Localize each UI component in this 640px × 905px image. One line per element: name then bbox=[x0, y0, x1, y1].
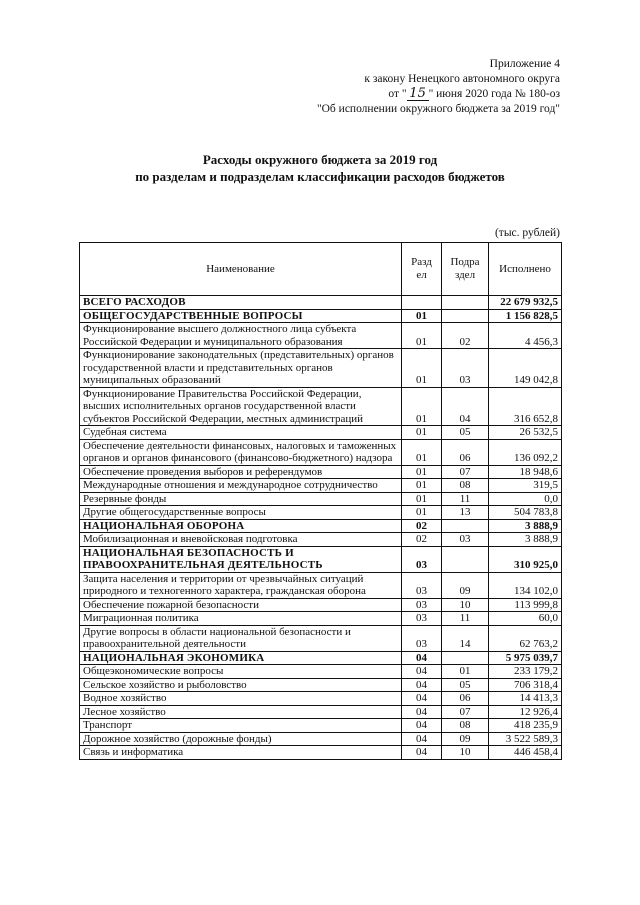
budget-table bbox=[79, 242, 562, 760]
row-podrazdel: 11 bbox=[442, 612, 489, 626]
row-razdel: 03 bbox=[402, 572, 442, 598]
table-row bbox=[80, 651, 562, 665]
table-row bbox=[80, 323, 562, 349]
law-date bbox=[317, 87, 560, 102]
row-razdel: 01 bbox=[402, 439, 442, 465]
row-value: 319,5 bbox=[489, 479, 562, 493]
row-podrazdel: 13 bbox=[442, 506, 489, 520]
title-line-2: по разделам и подразделам классификации расходов бюджетов bbox=[135, 169, 505, 184]
row-value: 316 652,8 bbox=[489, 387, 562, 426]
row-razdel bbox=[402, 296, 442, 310]
row-podrazdel: 04 bbox=[442, 387, 489, 426]
row-podrazdel bbox=[442, 546, 489, 572]
row-razdel: 04 bbox=[402, 692, 442, 706]
header-razdel: Разд ел bbox=[402, 243, 442, 296]
row-name: Защита населения и территории от чрезвычайных ситуаций природного и техногенного характера, гражданская оборона bbox=[80, 572, 402, 598]
table-row bbox=[80, 678, 562, 692]
row-razdel: 04 bbox=[402, 746, 442, 760]
row-name: ВСЕГО РАСХОДОВ bbox=[80, 296, 402, 310]
table-row bbox=[80, 296, 562, 310]
row-razdel: 02 bbox=[402, 519, 442, 533]
row-name: Функционирование Правительства Российской Федерации, высших исполнительных органов государственной власти субъектов Российской Федерации, местных администраций bbox=[80, 387, 402, 426]
units-label: (тыс. рублей) bbox=[494, 227, 560, 239]
row-razdel: 01 bbox=[402, 349, 442, 388]
row-razdel: 01 bbox=[402, 479, 442, 493]
row-value: 134 102,0 bbox=[489, 572, 562, 598]
table-row bbox=[80, 465, 562, 479]
row-razdel: 04 bbox=[402, 665, 442, 679]
row-podrazdel: 09 bbox=[442, 572, 489, 598]
table-row bbox=[80, 387, 562, 426]
row-razdel: 03 bbox=[402, 612, 442, 626]
row-value: 1 156 828,5 bbox=[489, 309, 562, 323]
row-name: Резервные фонды bbox=[80, 492, 402, 506]
row-podrazdel: 01 bbox=[442, 665, 489, 679]
title-line-1: Расходы окружного бюджета за 2019 год bbox=[202, 152, 438, 167]
table-row bbox=[80, 612, 562, 626]
row-name: Транспорт bbox=[80, 719, 402, 733]
row-name: Лесное хозяйство bbox=[80, 705, 402, 719]
row-name: Другие вопросы в области национальной безопасности и правоохранительной деятельности bbox=[80, 625, 402, 651]
row-razdel: 01 bbox=[402, 492, 442, 506]
row-name: Связь и информатика bbox=[80, 746, 402, 760]
row-razdel: 01 bbox=[402, 426, 442, 440]
row-podrazdel: 03 bbox=[442, 533, 489, 547]
row-razdel: 04 bbox=[402, 732, 442, 746]
law-date-suffix: " июня 2020 года № 180-оз bbox=[428, 88, 560, 100]
law-title: "Об исполнении окружного бюджета за 2019 год" bbox=[316, 103, 560, 115]
table-row bbox=[80, 309, 562, 323]
row-value: 233 179,2 bbox=[489, 665, 562, 679]
table-row bbox=[80, 732, 562, 746]
row-name: НАЦИОНАЛЬНАЯ ЭКОНОМИКА bbox=[80, 651, 402, 665]
table-row bbox=[80, 746, 562, 760]
row-value: 136 092,2 bbox=[489, 439, 562, 465]
row-value: 62 763,2 bbox=[489, 625, 562, 651]
row-name: Мобилизационная и вневойсковая подготовка bbox=[80, 533, 402, 547]
row-podrazdel: 08 bbox=[442, 719, 489, 733]
table-row bbox=[80, 519, 562, 533]
row-podrazdel bbox=[442, 519, 489, 533]
row-razdel: 01 bbox=[402, 323, 442, 349]
row-razdel: 03 bbox=[402, 546, 442, 572]
table-row bbox=[80, 572, 562, 598]
row-podrazdel: 08 bbox=[442, 479, 489, 493]
row-podrazdel: 10 bbox=[442, 746, 489, 760]
row-name: Обеспечение пожарной безопасности bbox=[80, 598, 402, 612]
row-value: 113 999,8 bbox=[489, 598, 562, 612]
row-name: Водное хозяйство bbox=[80, 692, 402, 706]
row-value: 310 925,0 bbox=[489, 546, 562, 572]
table-row bbox=[80, 665, 562, 679]
row-podrazdel bbox=[442, 309, 489, 323]
row-value: 446 458,4 bbox=[489, 746, 562, 760]
row-razdel: 03 bbox=[402, 625, 442, 651]
row-name: НАЦИОНАЛЬНАЯ ОБОРОНА bbox=[80, 519, 402, 533]
row-name: Международные отношения и международное сотрудничество bbox=[80, 479, 402, 493]
table-row bbox=[80, 506, 562, 520]
row-podrazdel: 10 bbox=[442, 598, 489, 612]
row-name: Миграционная политика bbox=[80, 612, 402, 626]
row-podrazdel: 07 bbox=[442, 465, 489, 479]
row-podrazdel: 06 bbox=[442, 439, 489, 465]
table-row bbox=[80, 692, 562, 706]
row-razdel: 01 bbox=[402, 387, 442, 426]
table-row bbox=[80, 719, 562, 733]
row-name: НАЦИОНАЛЬНАЯ БЕЗОПАСНОСТЬ И ПРАВООХРАНИТЕЛЬНАЯ ДЕЯТЕЛЬНОСТЬ bbox=[80, 546, 402, 572]
table-row bbox=[80, 479, 562, 493]
handwritten-day: 15 bbox=[407, 88, 429, 101]
row-podrazdel: 14 bbox=[442, 625, 489, 651]
row-name: Сельское хозяйство и рыболовство bbox=[80, 678, 402, 692]
row-value: 0,0 bbox=[489, 492, 562, 506]
row-name: Функционирование высшего должностного лица субъекта Российской Федерации и муниципального образования bbox=[80, 323, 402, 349]
row-podrazdel bbox=[442, 651, 489, 665]
row-value: 12 926,4 bbox=[489, 705, 562, 719]
row-name: Дорожное хозяйство (дорожные фонды) bbox=[80, 732, 402, 746]
row-podrazdel: 07 bbox=[442, 705, 489, 719]
appendix-header bbox=[317, 57, 560, 117]
row-podrazdel: 06 bbox=[442, 692, 489, 706]
row-value: 149 042,8 bbox=[489, 349, 562, 388]
law-date-prefix: от " bbox=[388, 88, 407, 100]
row-value: 18 948,6 bbox=[489, 465, 562, 479]
row-razdel: 01 bbox=[402, 465, 442, 479]
row-value: 22 679 932,5 bbox=[489, 296, 562, 310]
header-value: Исполнено bbox=[489, 243, 562, 296]
row-value: 504 783,8 bbox=[489, 506, 562, 520]
row-razdel: 04 bbox=[402, 705, 442, 719]
row-podrazdel: 02 bbox=[442, 323, 489, 349]
table-body bbox=[80, 296, 562, 760]
table-row bbox=[80, 426, 562, 440]
table-header-row bbox=[80, 243, 562, 296]
row-name: Обеспечение проведения выборов и референдумов bbox=[80, 465, 402, 479]
row-value: 706 318,4 bbox=[489, 678, 562, 692]
row-value: 14 413,3 bbox=[489, 692, 562, 706]
header-podrazdel: Подра здел bbox=[442, 243, 489, 296]
table-row bbox=[80, 439, 562, 465]
row-podrazdel: 11 bbox=[442, 492, 489, 506]
row-value: 3 888,9 bbox=[489, 519, 562, 533]
row-name: Судебная система bbox=[80, 426, 402, 440]
table-row bbox=[80, 492, 562, 506]
table-row bbox=[80, 546, 562, 572]
row-podrazdel: 05 bbox=[442, 678, 489, 692]
row-value: 4 456,3 bbox=[489, 323, 562, 349]
row-name: Обеспечение деятельности финансовых, налоговых и таможенных органов и органов финансового (финансово-бюджетного) надзора bbox=[80, 439, 402, 465]
row-razdel: 02 bbox=[402, 533, 442, 547]
row-podrazdel bbox=[442, 296, 489, 310]
row-name: Другие общегосударственные вопросы bbox=[80, 506, 402, 520]
table-row bbox=[80, 705, 562, 719]
row-name: Общеэкономические вопросы bbox=[80, 665, 402, 679]
appendix-number: Приложение 4 bbox=[489, 58, 560, 70]
table-row bbox=[80, 349, 562, 388]
row-name: Функционирование законодательных (представительных) органов государственной власти и представительных органов муниципальных образований bbox=[80, 349, 402, 388]
row-value: 418 235,9 bbox=[489, 719, 562, 733]
row-podrazdel: 09 bbox=[442, 732, 489, 746]
row-podrazdel: 05 bbox=[442, 426, 489, 440]
document-title bbox=[0, 151, 640, 185]
row-razdel: 04 bbox=[402, 651, 442, 665]
row-value: 3 522 589,3 bbox=[489, 732, 562, 746]
row-value: 5 975 039,7 bbox=[489, 651, 562, 665]
row-razdel: 01 bbox=[402, 506, 442, 520]
row-podrazdel: 03 bbox=[442, 349, 489, 388]
table-row bbox=[80, 625, 562, 651]
row-value: 26 532,5 bbox=[489, 426, 562, 440]
table-row bbox=[80, 533, 562, 547]
row-name: ОБЩЕГОСУДАРСТВЕННЫЕ ВОПРОСЫ bbox=[80, 309, 402, 323]
row-razdel: 04 bbox=[402, 678, 442, 692]
row-razdel: 01 bbox=[402, 309, 442, 323]
row-value: 3 888,9 bbox=[489, 533, 562, 547]
table-row bbox=[80, 598, 562, 612]
law-reference: к закону Ненецкого автономного округа bbox=[364, 73, 560, 85]
row-razdel: 03 bbox=[402, 598, 442, 612]
row-razdel: 04 bbox=[402, 719, 442, 733]
header-name: Наименование bbox=[80, 243, 402, 296]
row-value: 60,0 bbox=[489, 612, 562, 626]
